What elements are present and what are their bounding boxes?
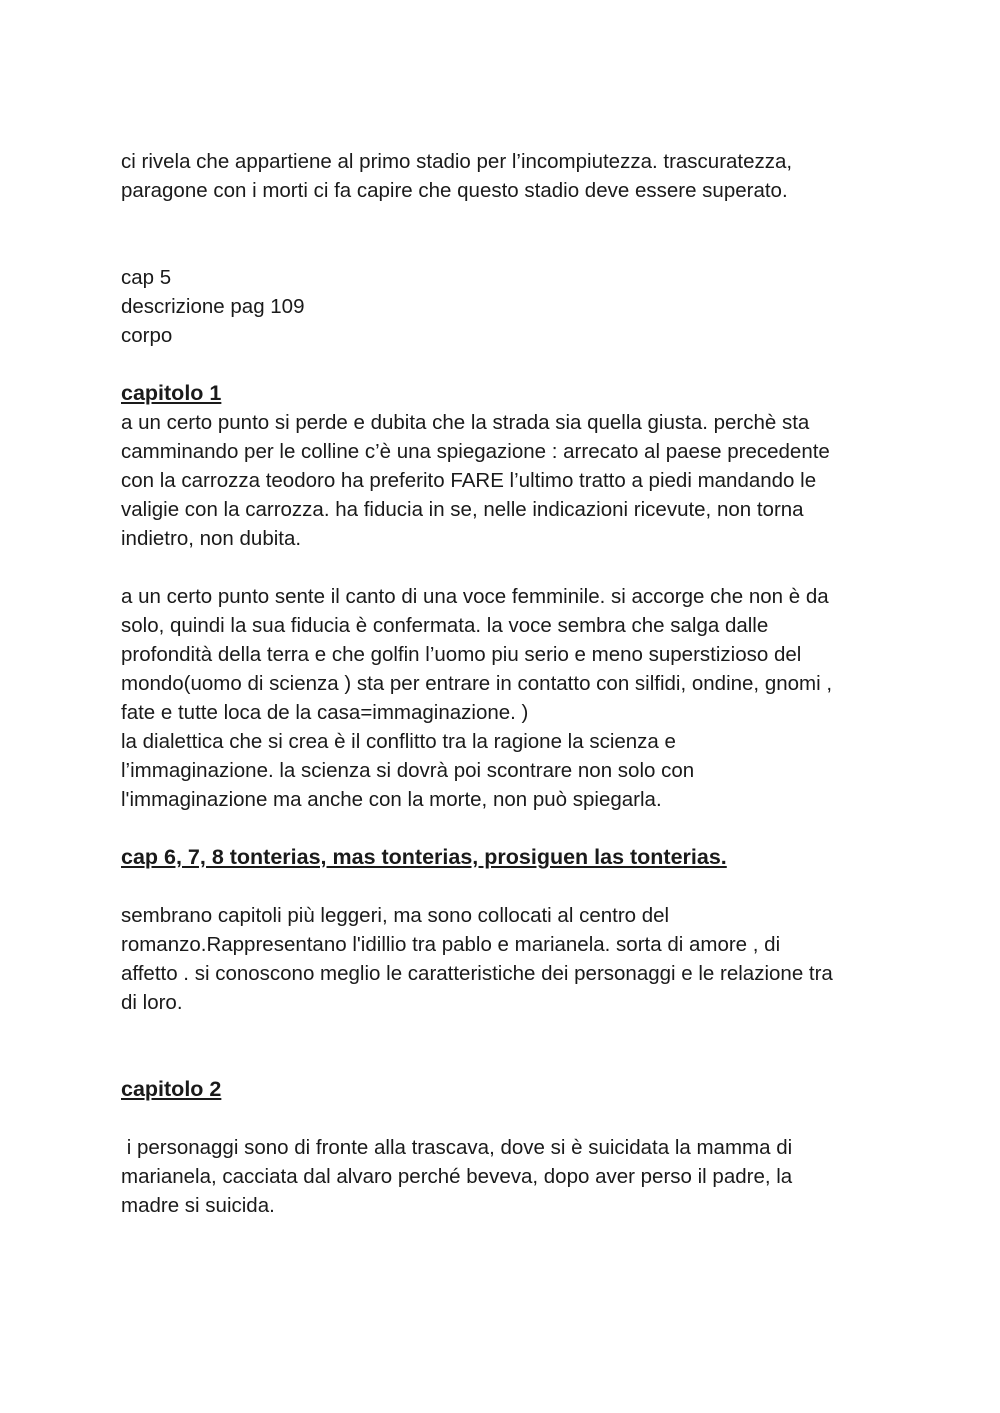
text-line: paragone con i morti ci fa capire che questo stadio deve essere superato. — [121, 179, 788, 202]
spacer — [121, 1104, 891, 1133]
text-line: a un certo punto si perde e dubita che la strada sia quella giusta. perchè sta — [121, 411, 810, 434]
text-line: corpo — [121, 324, 173, 347]
capitolo-1-paragraph-2 — [121, 582, 891, 814]
text-line: descrizione pag 109 — [121, 295, 305, 318]
spacer — [121, 350, 891, 379]
section-heading-capitolo-2: capitolo 2 — [121, 1077, 222, 1101]
section-heading-capitolo-1: capitolo 1 — [121, 381, 222, 405]
text-line: a un certo punto sente il canto di una voce femminile. si accorge che non è da — [121, 585, 829, 608]
text-line: indietro, non dubita. — [121, 527, 302, 550]
text-line: l'immaginazione ma anche con la morte, non può spiegarla. — [121, 788, 662, 811]
text-line: camminando per le colline c’è una spiegazione : arrecato al paese precedente — [121, 440, 830, 463]
spacer — [121, 814, 891, 843]
text-line: i personaggi sono di fronte alla trascava, dove si è suicidata la mamma di — [121, 1136, 793, 1159]
text-line: sembrano capitoli più leggeri, ma sono collocati al centro del — [121, 904, 670, 927]
document-page — [121, 147, 891, 1220]
text-line: con la carrozza teodoro ha preferito FARE l’ultimo tratto a piedi mandando le — [121, 469, 817, 492]
text-line: romanzo.Rappresentano l'idillio tra pablo e marianela. sorta di amore , di — [121, 933, 781, 956]
text-line: fate e tutte loca de la casa=immaginazione. ) — [121, 701, 529, 724]
text-line: marianela, cacciata dal alvaro perché beveva, dopo aver perso il padre, la — [121, 1165, 793, 1188]
capitolo-2-paragraph — [121, 1133, 891, 1220]
text-line: madre si suicida. — [121, 1194, 275, 1217]
text-line: la dialettica che si crea è il conflitto tra la ragione la scienza e — [121, 730, 676, 753]
text-line: l’immaginazione. la scienza si dovrà poi scontrare non solo con — [121, 759, 695, 782]
text-line: mondo(uomo di scienza ) sta per entrare in contatto con silfidi, ondine, gnomi , — [121, 672, 833, 695]
intro-paragraph — [121, 147, 891, 205]
text-line: affetto . si conoscono meglio le caratteristiche dei personaggi e le relazione tra — [121, 962, 833, 985]
notes-block — [121, 263, 891, 350]
spacer — [121, 1017, 891, 1075]
spacer — [121, 553, 891, 582]
spacer — [121, 872, 891, 901]
text-line: solo, quindi la sua fiducia è confermata. la voce sembra che salga dalle — [121, 614, 769, 637]
text-line: ci rivela che appartiene al primo stadio per l’incompiutezza. trascuratezza, — [121, 150, 793, 173]
text-line: cap 5 — [121, 266, 172, 289]
text-line: profondità della terra e che golfin l’uomo piu serio e meno superstizioso del — [121, 643, 802, 666]
spacer — [121, 205, 891, 263]
section-heading-cap-6-7-8: cap 6, 7, 8 tonterias, mas tonterias, prosiguen las tonterias. — [121, 845, 727, 869]
cap-6-7-8-paragraph — [121, 901, 891, 1017]
text-line: di loro. — [121, 991, 183, 1014]
capitolo-1-paragraph-1 — [121, 408, 891, 553]
text-line: valigie con la carrozza. ha fiducia in se, nelle indicazioni ricevute, non torna — [121, 498, 804, 521]
